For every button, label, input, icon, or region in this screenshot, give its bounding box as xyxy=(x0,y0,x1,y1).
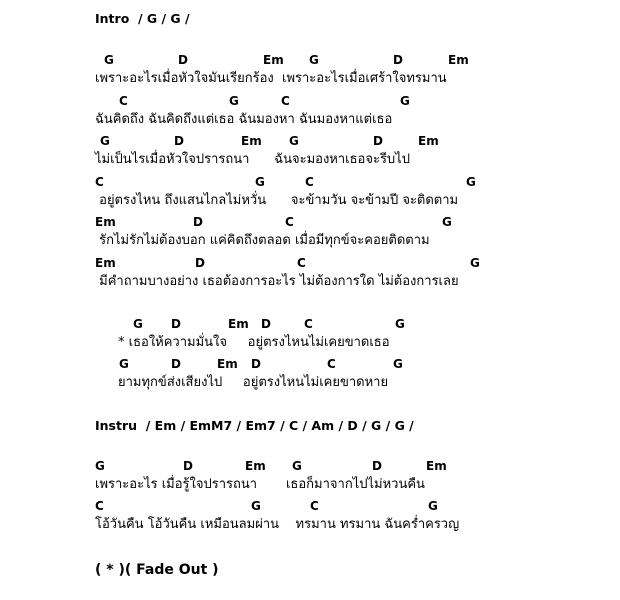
chord: D xyxy=(261,317,271,331)
chord: C xyxy=(95,174,104,189)
chord: Em xyxy=(241,134,262,148)
lyric-line: โอ้วันคืน โอ้วันคืน เหมือนลมผ่าน ทรมาน ทรมาน ฉันคร่ำครวญ xyxy=(95,517,460,532)
lyric-line: เพราะอะไรเมื่อหัวใจมันเรียกร้อง เพราะอะไรเมื่อเศร้าใจทรมาน xyxy=(95,71,447,86)
chord: C xyxy=(310,499,319,513)
chord: G xyxy=(309,53,319,67)
chord: D xyxy=(183,459,193,473)
lyric-line: ฉันคิดถึง ฉันคิดถึงแต่เธอ ฉันมองหา ฉันมองหาแต่เธอ xyxy=(95,111,393,127)
lyric-line: รักไม่รักไม่ต้องบอก แค่คิดถึงตลอด เมื่อมีทุกข์จะคอยติดตาม xyxy=(95,233,430,248)
chord: C xyxy=(297,255,306,270)
chord: G xyxy=(393,357,403,371)
lyric-line: ไม่เป็นไรเมื่อหัวใจปรารถนา ฉันจะมองหาเธอจะรีบไป xyxy=(95,152,410,167)
chord: Em xyxy=(448,53,469,67)
chord: G xyxy=(466,174,476,189)
chord: G xyxy=(428,499,438,513)
chord: D xyxy=(372,459,382,473)
chord: C xyxy=(281,93,290,108)
chord: Em xyxy=(426,459,447,473)
chord: D xyxy=(174,134,184,148)
chord: D xyxy=(178,53,188,67)
chord: Em xyxy=(263,53,284,67)
chord: D xyxy=(373,134,383,148)
chord: D xyxy=(195,255,205,270)
chord: D xyxy=(171,317,181,331)
chord: C xyxy=(119,93,128,108)
chord: C xyxy=(327,357,336,371)
chord: Em xyxy=(95,255,116,270)
chord: Em xyxy=(95,215,116,229)
chord: G xyxy=(133,317,143,331)
chord: G xyxy=(229,93,239,108)
chord: G xyxy=(104,53,114,67)
chord: C xyxy=(305,174,314,189)
chord: G xyxy=(100,134,110,148)
outro-heading: ( * )( Fade Out ) xyxy=(95,562,219,578)
lyric-line: อยู่ตรงไหน ถึงแสนไกลไม่หวั่น จะข้ามวัน จะข้ามปี จะติดตาม xyxy=(95,192,459,208)
chord: G xyxy=(400,93,410,108)
chord: D xyxy=(193,215,203,229)
chord: G xyxy=(289,134,299,148)
chord: G xyxy=(251,499,261,513)
chord: D xyxy=(393,53,403,67)
chord: G xyxy=(119,357,129,371)
chord: Em xyxy=(228,317,249,331)
lyric-line: มีคำถามบางอย่าง เธอต้องการอะไร ไม่ต้องการใด ไม่ต้องการเลย xyxy=(95,273,459,289)
chord: C xyxy=(285,215,294,229)
instru-heading: Instru / Em / EmM7 / Em7 / C / Am / D / G / G / xyxy=(95,418,414,433)
chord: Em xyxy=(245,459,266,473)
chord: G xyxy=(95,459,105,473)
chord: G xyxy=(395,317,405,331)
chord: D xyxy=(171,357,181,371)
chord: C xyxy=(304,317,313,331)
chord: C xyxy=(95,499,104,513)
intro-heading: Intro / G / G / xyxy=(95,11,190,26)
lyric-line: ยามทุกข์ส่งเสียงไป อยู่ตรงไหนไม่เคยขาดหาย xyxy=(118,375,389,390)
chord: G xyxy=(292,459,302,473)
lyric-line: เพราะอะไร เมื่อรู้ใจปรารถนา เธอก็มาจากไปไม่หวนคืน xyxy=(95,477,425,492)
chord: Em xyxy=(217,357,238,371)
chord: D xyxy=(251,357,261,371)
lyric-line: * เธอให้ความมั่นใจ อยู่ตรงไหนไม่เคยขาดเธอ xyxy=(118,335,390,350)
chord: G xyxy=(470,255,480,270)
chord: G xyxy=(255,174,265,189)
chord: G xyxy=(442,215,452,229)
chord: Em xyxy=(418,134,439,148)
